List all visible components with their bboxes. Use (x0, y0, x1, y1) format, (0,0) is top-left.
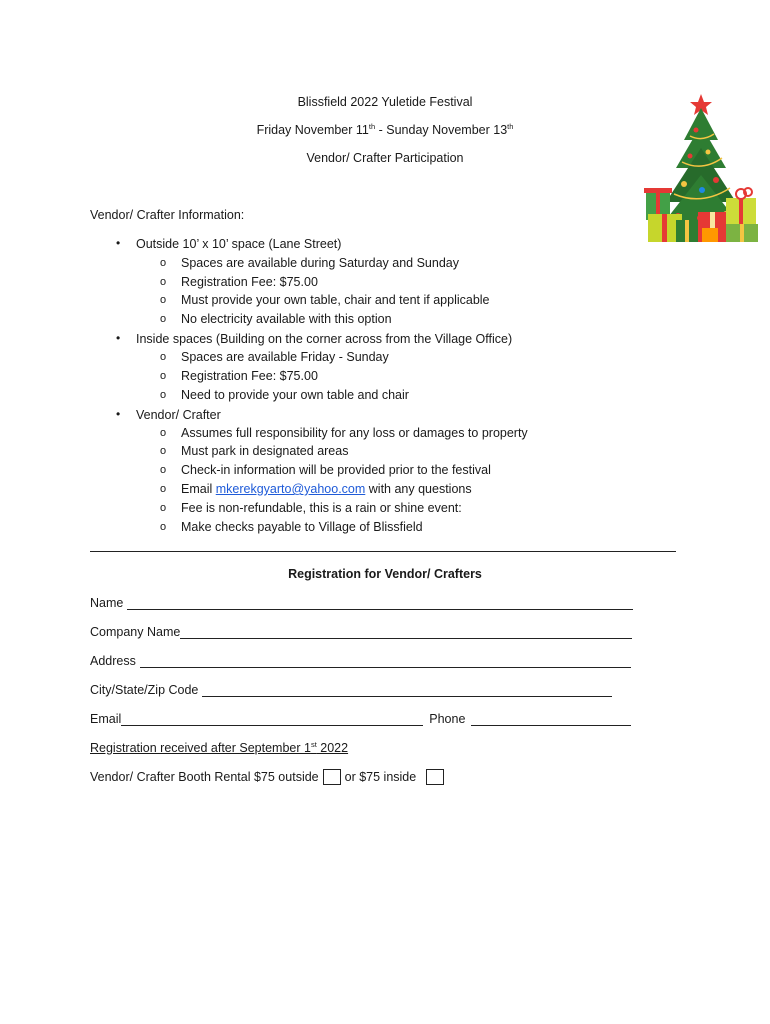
email-phone-row (90, 712, 631, 726)
sub-bullet-glyph: o (160, 313, 167, 325)
section-divider (90, 551, 676, 552)
vendor-crafter-item: Vendor/ Crafter (136, 408, 221, 422)
contact-email-line (181, 482, 472, 496)
late-note-year: 2022 (316, 741, 349, 755)
late-registration-note (90, 741, 348, 755)
sub-bullet-glyph: o (160, 483, 167, 495)
address-label: Address (90, 654, 136, 668)
vendor-sub-item: Make checks payable to Village of Blissfield (181, 520, 423, 534)
email-label: Email (90, 712, 122, 726)
sub-bullet-glyph: o (160, 257, 167, 269)
address-input-line[interactable] (140, 655, 631, 668)
vendor-sub-item: Fee is non-refundable, this is a rain or shine event: (181, 501, 462, 515)
sub-bullet-glyph: o (160, 370, 167, 382)
name-input-line[interactable] (127, 597, 633, 610)
booth-inside-label: or $75 inside (344, 770, 417, 784)
phone-input-line[interactable] (471, 713, 631, 726)
outside-space-item: Outside 10’ x 10’ space (Lane Street) (136, 237, 342, 251)
sub-bullet-glyph: o (160, 276, 167, 288)
company-field-row (90, 625, 632, 639)
company-label: Company Name (90, 625, 181, 639)
inside-booth-checkbox[interactable] (426, 769, 444, 785)
inside-sub-item: Registration Fee: $75.00 (181, 369, 318, 383)
late-note-text: Registration received after September 1 (90, 741, 311, 755)
email-suffix: with any questions (365, 482, 472, 496)
dates-start-suffix: th (368, 122, 376, 131)
sub-bullet-glyph: o (160, 464, 167, 476)
email-input-line[interactable] (121, 713, 423, 726)
city-input-line[interactable] (202, 684, 612, 697)
late-note-suffix: st (310, 740, 317, 749)
sub-bullet-glyph: o (160, 389, 167, 401)
name-label: Name (90, 596, 124, 610)
sub-bullet-glyph: o (160, 427, 167, 439)
city-label: City/State/Zip Code (90, 683, 199, 697)
outside-sub-item: Registration Fee: $75.00 (181, 275, 318, 289)
company-input-line[interactable] (180, 626, 632, 639)
outside-sub-item: Must provide your own table, chair and tent if applicable (181, 293, 490, 307)
sub-bullet-glyph: o (160, 351, 167, 363)
address-field-row (90, 654, 631, 668)
outside-sub-item: No electricity available with this option (181, 312, 392, 326)
inside-space-item: Inside spaces (Building on the corner across from the Village Office) (136, 332, 513, 346)
info-heading: Vendor/ Crafter Information: (90, 208, 245, 222)
festival-title-text: Blissfield 2022 Yuletide Festival (297, 95, 473, 109)
sub-bullet-glyph: o (160, 294, 167, 306)
vendor-sub-item: Assumes full responsibility for any loss or damages to property (181, 426, 528, 440)
dates-end: - Sunday November 13 (375, 123, 508, 137)
booth-outside-label: Vendor/ Crafter Booth Rental $75 outside (90, 770, 319, 784)
phone-label: Phone (429, 712, 466, 726)
bullet-glyph: • (116, 236, 121, 250)
vendor-sub-item: Check-in information will be provided prior to the festival (181, 463, 491, 477)
christmas-tree-icon (640, 90, 760, 250)
inside-sub-item: Spaces are available Friday - Sunday (181, 350, 389, 364)
contact-email-link[interactable]: mkerekgyarto@yahoo.com (215, 482, 366, 496)
booth-rental-row (90, 769, 448, 785)
dates-end-suffix: th (507, 122, 514, 131)
bullet-glyph: • (116, 407, 121, 421)
outside-booth-checkbox[interactable] (323, 769, 341, 785)
name-field-row (90, 596, 633, 610)
sub-bullet-glyph: o (160, 445, 167, 457)
city-field-row (90, 683, 612, 697)
bullet-glyph: • (116, 331, 121, 345)
sub-bullet-glyph: o (160, 502, 167, 514)
participation-title-text: Vendor/ Crafter Participation (306, 151, 464, 165)
sub-bullet-glyph: o (160, 521, 167, 533)
vendor-sub-item: Must park in designated areas (181, 444, 349, 458)
registration-title: Registration for Vendor/ Crafters (288, 567, 482, 581)
outside-sub-item: Spaces are available during Saturday and Sunday (181, 256, 459, 270)
inside-sub-item: Need to provide your own table and chair (181, 388, 409, 402)
dates-start: Friday November 11 (256, 123, 369, 137)
email-prefix: Email (181, 482, 216, 496)
